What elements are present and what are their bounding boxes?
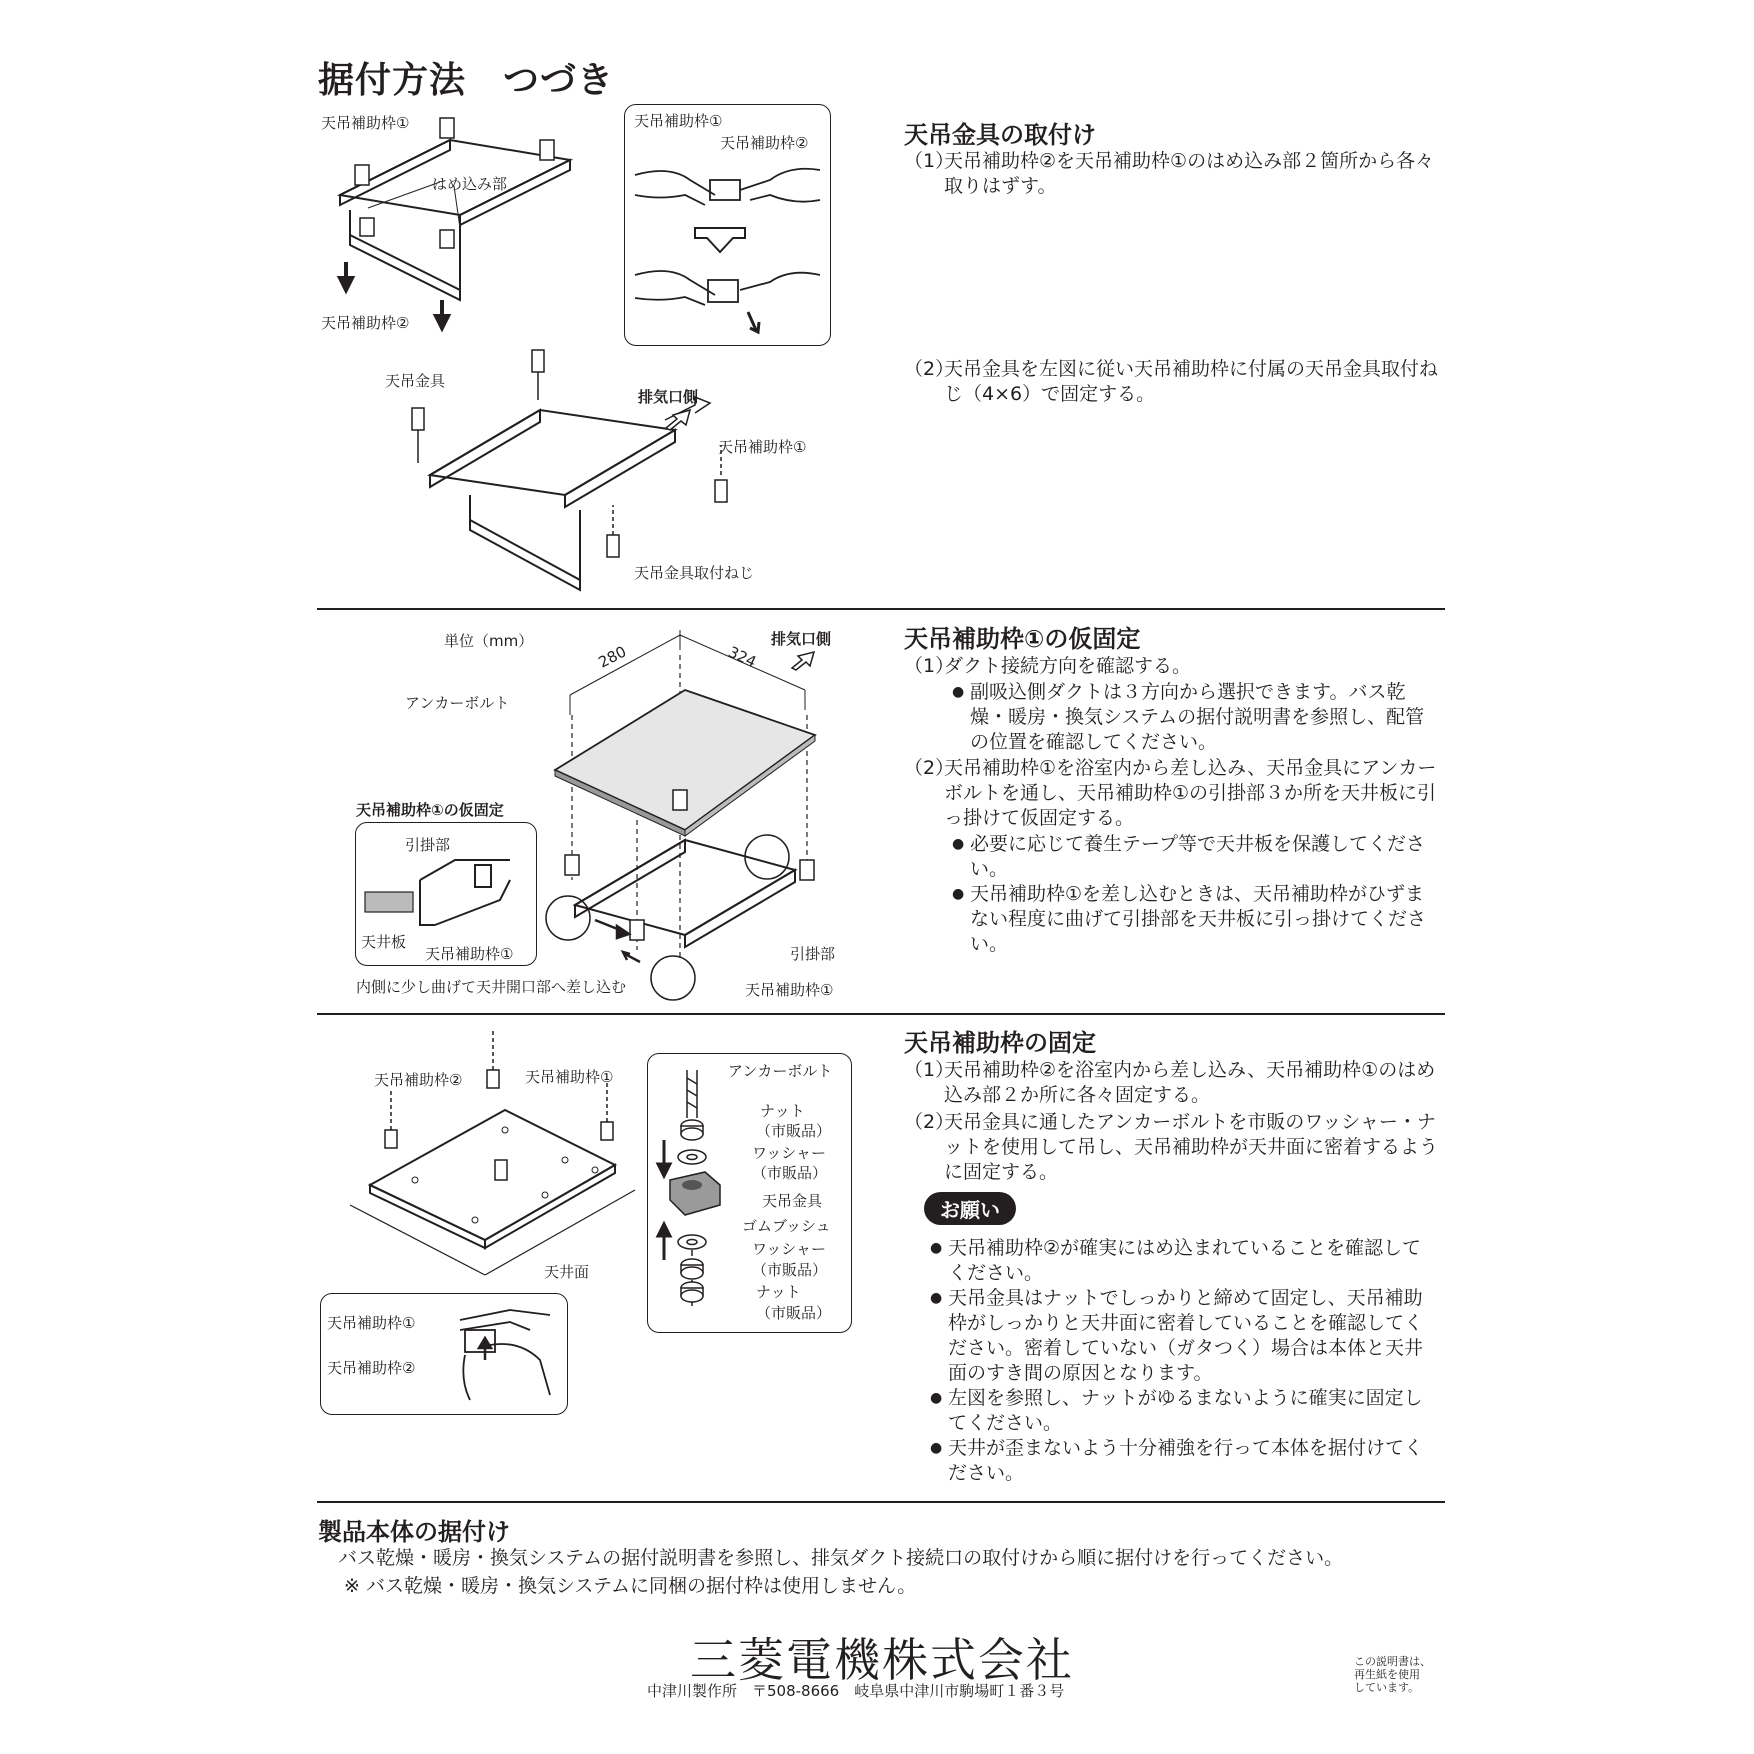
label-frame1: 天吊補助枠① [321, 114, 410, 132]
label-washer-2: ワッシャー [752, 1240, 826, 1258]
company-name: 三菱電機株式会社 [690, 1633, 1074, 1687]
label-inset-frame2: 天吊補助枠② [720, 134, 809, 152]
label-washer-2-note: （市販品） [752, 1261, 828, 1279]
label-fix-frame1: 天吊補助枠① [525, 1068, 614, 1086]
bolt-assembly-illustration [655, 1060, 735, 1325]
label-ceiling-surface: 天井面 [544, 1263, 590, 1281]
label-join-frame1: 天吊補助枠① [327, 1314, 416, 1332]
bullet-duct-direction: ● 副吸込側ダクトは３方向から選択できます。バス乾燥・暖房・換気システムの据付説明書を参照し、配管の位置を確認してください。 [952, 681, 1425, 753]
bullet-bend-frame: ● 天吊補助枠①を差し込むときは、天吊補助枠がひずまない程度に曲げて引掛部を天井板に引っ掛けてください。 [952, 883, 1427, 955]
page-title: 据付方法 つづき [318, 60, 615, 101]
request-bullet-1: ● 天吊補助枠②が確実にはめ込まれていることを確認してください。 [930, 1237, 1422, 1284]
request-bullet-2: ● 天吊金具はナットでしっかりと締めて固定し、天吊補助枠がしっかりと天井面に密着していることを確認してください。密着していない（ガタつく）場合は本体と天井面のすき間の原因となります。 [930, 1287, 1424, 1384]
main-install-instruction: バス乾燥・暖房・換気システムの据付説明書を参照し、排気ダクト接続口の取付けから順に据付けを行ってください。 [338, 1547, 1344, 1569]
label-nut-1: ナット [760, 1102, 805, 1120]
label-nut-1-note: （市販品） [756, 1122, 832, 1140]
label-nut-2: ナット [756, 1283, 801, 1301]
label-anchor-bolt: アンカーボルト [405, 694, 510, 712]
label-frame1-2: 天吊補助枠① [745, 981, 834, 999]
label-rubber-bush: ゴムブッシュ [742, 1217, 831, 1235]
label-unit: 単位（mm） [444, 632, 534, 650]
label-bolt-bracket: 天吊金具 [762, 1192, 823, 1210]
label-fix-frame2: 天吊補助枠② [374, 1071, 463, 1089]
frame-removal-illustration [330, 100, 630, 340]
bullet-protect-board: ● 必要に応じて養生テープ等で天井板を保護してください。 [952, 833, 1426, 880]
label-bolt-anchor: アンカーボルト [728, 1062, 833, 1080]
label-fit-part: はめ込み部 [432, 175, 508, 193]
label-dim-280: 280 [595, 642, 630, 672]
step-3-1: （1） 天吊補助枠②を浴室内から差し込み、天吊補助枠①のはめ込み部２か所に各々固定する。 [904, 1059, 1436, 1106]
label-washer-1: ワッシャー [752, 1144, 826, 1162]
label-washer-1-note: （市販品） [752, 1164, 828, 1182]
label-insert-note: 内側に少し曲げて天井開口部へ差し込む [356, 978, 627, 996]
label-hook-b: 引掛部 [790, 945, 836, 963]
label-exhaust-side: 排気口側 [638, 388, 699, 406]
divider-3 [317, 1501, 1445, 1503]
label-frame2: 天吊補助枠② [321, 314, 410, 332]
bracket-attach-illustration [395, 345, 765, 595]
label-inset-title: 天吊補助枠①の仮固定 [356, 801, 504, 819]
label-dim-324: 324 [725, 642, 760, 672]
request-badge: お願い [924, 1192, 1016, 1225]
recycle-note: この説明書は、 再生紙を使用 しています。 [1354, 1655, 1431, 1694]
label-frame1-b: 天吊補助枠① [718, 438, 807, 456]
section-heading-bracket-install: 天吊金具の取付け [904, 121, 1096, 149]
section-heading-frame-fix: 天吊補助枠の固定 [904, 1029, 1096, 1057]
label-exhaust-side-2: 排気口側 [771, 630, 832, 648]
company-address: 中津川製作所 〒508-8666 岐阜県中津川市駒場町１番３号 [647, 1682, 1065, 1700]
section-heading-main-install: 製品本体の据付け [318, 1518, 510, 1546]
label-bracket: 天吊金具 [385, 372, 446, 390]
frame-join-illustration [450, 1300, 560, 1410]
divider-1 [317, 608, 1445, 610]
exhaust-arrow-icon [790, 650, 816, 670]
temp-fix-illustration [545, 620, 825, 990]
main-install-note: ※ バス乾燥・暖房・換気システムに同梱の据付枠は使用しません。 [344, 1575, 917, 1597]
step-2-1: （1） ダクト接続方向を確認する。 [904, 655, 1192, 677]
request-bullet-3: ● 左図を参照し、ナットがゆるまないように確実に固定してください。 [930, 1387, 1423, 1434]
label-ceiling-board: 天井板 [361, 933, 407, 951]
divider-2 [317, 1013, 1445, 1015]
label-hook: 引掛部 [405, 836, 451, 854]
label-join-frame2: 天吊補助枠② [327, 1359, 416, 1377]
label-inset-frame1-2: 天吊補助枠① [425, 945, 514, 963]
step-1-1: （1） 天吊補助枠②を天吊補助枠①のはめ込み部２箇所から各々取りはずす。 [904, 150, 1435, 197]
step-1-2: （2） 天吊金具を左図に従い天吊補助枠に付属の天吊金具取付ねじ（4×6）で固定する。 [904, 358, 1439, 405]
exhaust-arrow-icon [664, 408, 692, 430]
label-nut-2-note: （市販品） [756, 1304, 832, 1322]
step-3-2: （2） 天吊金具に通したアンカーボルトを市販のワッシャー・ナットを使用して吊し、天吊補助枠が天井面に密着するように固定する。 [904, 1111, 1439, 1183]
section-heading-temp-fix: 天吊補助枠①の仮固定 [904, 625, 1141, 653]
hand-removal-illustration [630, 140, 825, 335]
label-bracket-screw: 天吊金具取付ねじ [634, 564, 755, 582]
label-inset-frame1: 天吊補助枠① [634, 112, 723, 130]
step-2-2: （2） 天吊補助枠①を浴室内から差し込み、天吊金具にアンカーボルトを通し、天吊補助枠①の引掛部３か所を天井板に引っ掛けて仮固定する。 [904, 757, 1437, 829]
request-bullet-4: ● 天井が歪まないよう十分補強を行って本体を据付けてください。 [930, 1437, 1424, 1484]
